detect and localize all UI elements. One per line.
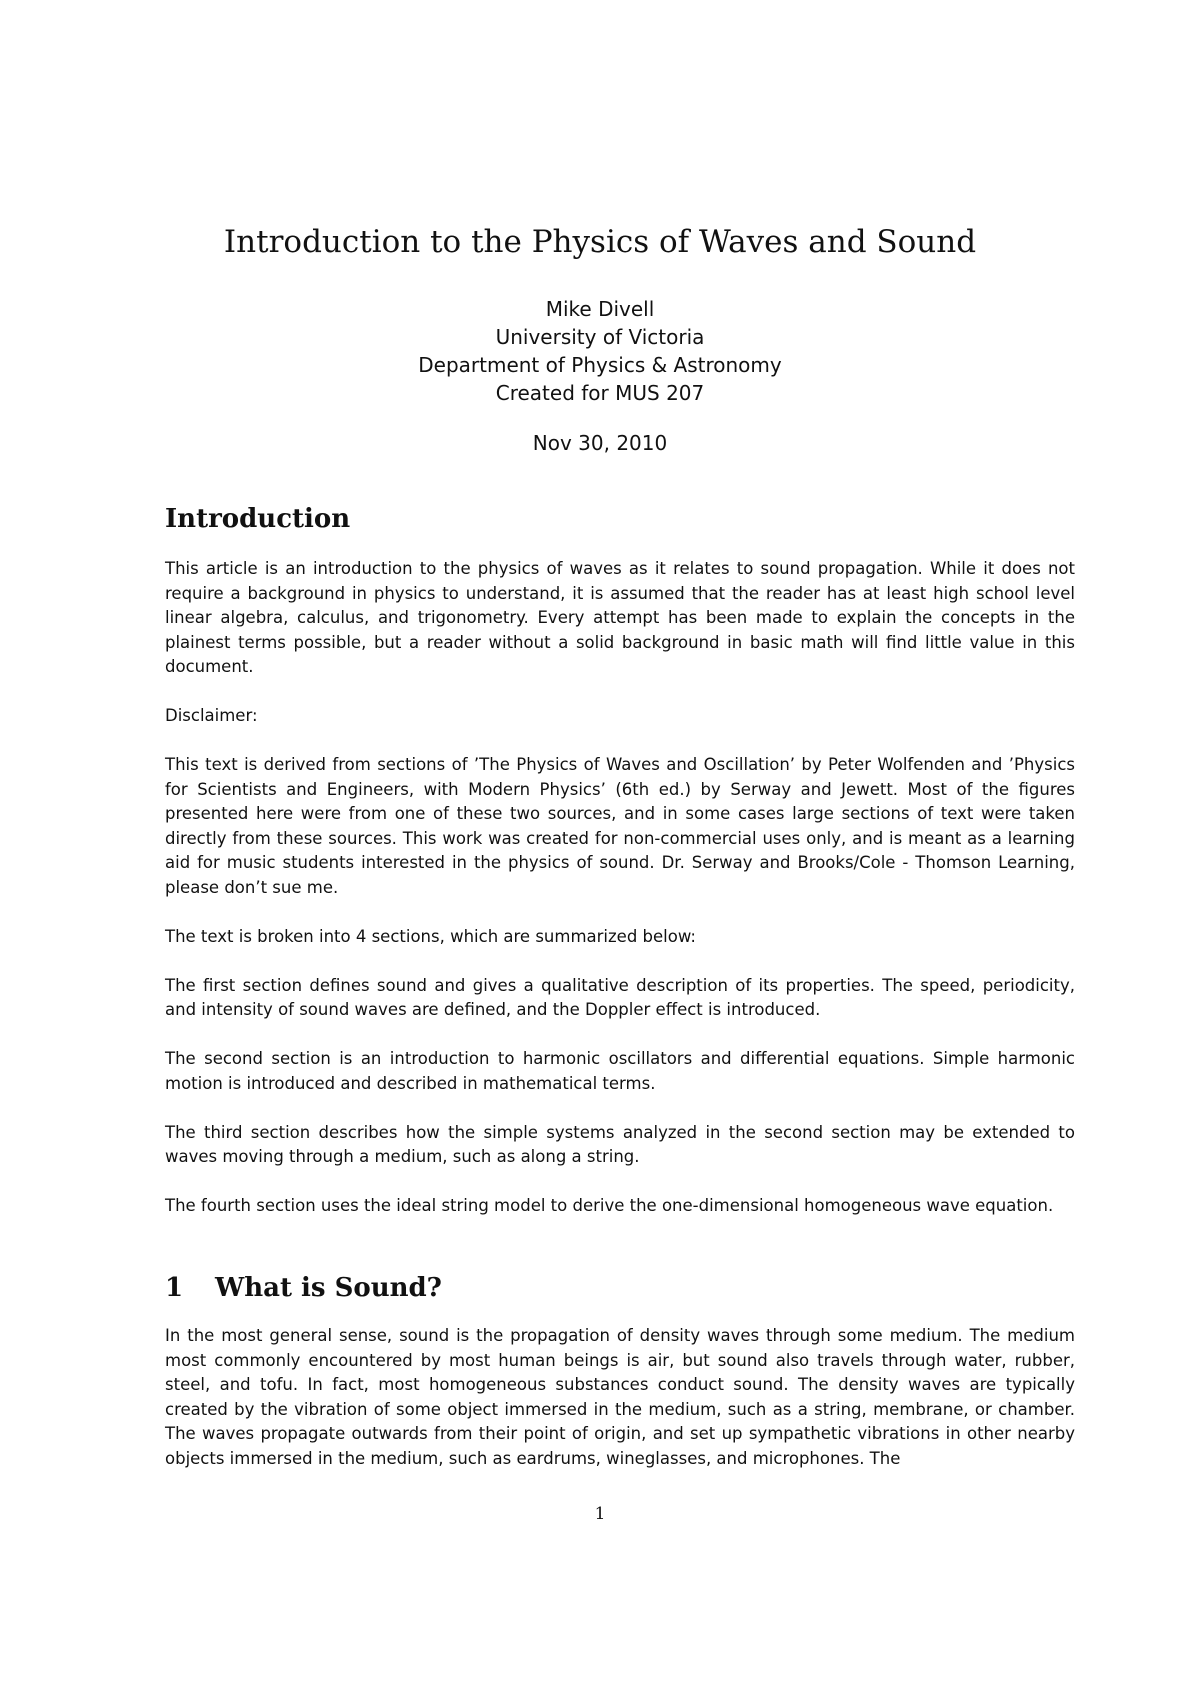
section-1-body — [165, 1324, 1075, 1471]
section-1-title: What is Sound? — [215, 1273, 442, 1303]
summary-intro-paragraph: The text is broken into 4 sections, which are summarized below: — [165, 926, 696, 946]
department: Department of Physics & Astronomy — [418, 353, 782, 377]
introduction-heading: Introduction — [165, 504, 351, 534]
summary-section-4: The fourth section uses the ideal string model to derive the one-dimensional homogeneous wave equation. — [165, 1196, 1054, 1215]
title-block — [0, 222, 1200, 457]
section-1-paragraph: In the most general sense, sound is the propagation of density waves through some medium. The medium most commonly encountered by most human beings is air, but sound also travels through water, rubber, steel, and tofu. In fact, most homogeneous substances conduct sound. The density waves are typically created by the vibration of some object immersed in the medium, such as a string, membrane, or chamber. The waves propagate outwards from their point of origin, and set up sympathetic vibrations in other nearby objects immersed in the medium, such as eardrums, wineglasses, and microphones. The — [165, 1326, 1075, 1468]
document-date: Nov 30, 2010 — [532, 431, 668, 455]
author-name: Mike Divell — [545, 297, 655, 321]
section-1-number: 1 — [165, 1273, 184, 1303]
institution: University of Victoria — [495, 325, 705, 349]
document-title: Introduction to the Physics of Waves and Sound — [223, 224, 977, 260]
intro-paragraph: This article is an introduction to the physics of waves as it relates to sound propagation. While it does not require a background in physics to understand, it is assumed that the reader has at least high school level linear algebra, calculus, and trigonometry. Every attempt has been made to explain the concepts in the plainest terms possible, but a reader without a solid background in basic math will find little value in this document. — [165, 559, 1075, 676]
course-note: Created for MUS 207 — [495, 381, 705, 405]
section-1-heading — [165, 1272, 442, 1304]
introduction-body — [165, 557, 1075, 1219]
disclaimer-label: Disclaimer: — [165, 706, 258, 725]
summary-section-2: The second section is an introduction to harmonic oscillators and differential equations. Simple harmonic motion is introduced and described in mathematical terms. — [165, 1049, 1075, 1093]
author-block — [0, 295, 1200, 407]
summary-section-3: The third section describes how the simple systems analyzed in the second section may be extended to waves moving through a medium, such as along a string. — [165, 1122, 1075, 1166]
disclaimer-paragraph: This text is derived from sections of ’The Physics of Waves and Oscillation’ by Peter Wolfenden and ’Physics for Scientists and Engineers, with Modern Physics’ (6th ed.) by Serway and Jewett. Most of the figures presented here were from one of these two sources, and in some cases large sections of text were taken directly from these sources. This work was created for non-commercial uses only, and is meant as a learning aid for music students interested in the physics of sound. Dr. Serway and Brooks/Cole - Thomson Learning, please don’t sue me. — [165, 755, 1075, 897]
summary-section-1: The first section defines sound and gives a qualitative description of its properties. The speed, periodicity, and intensity of sound waves are defined, and the Doppler effect is introduced. — [165, 975, 1075, 1019]
page-number: 1 — [594, 1504, 606, 1524]
